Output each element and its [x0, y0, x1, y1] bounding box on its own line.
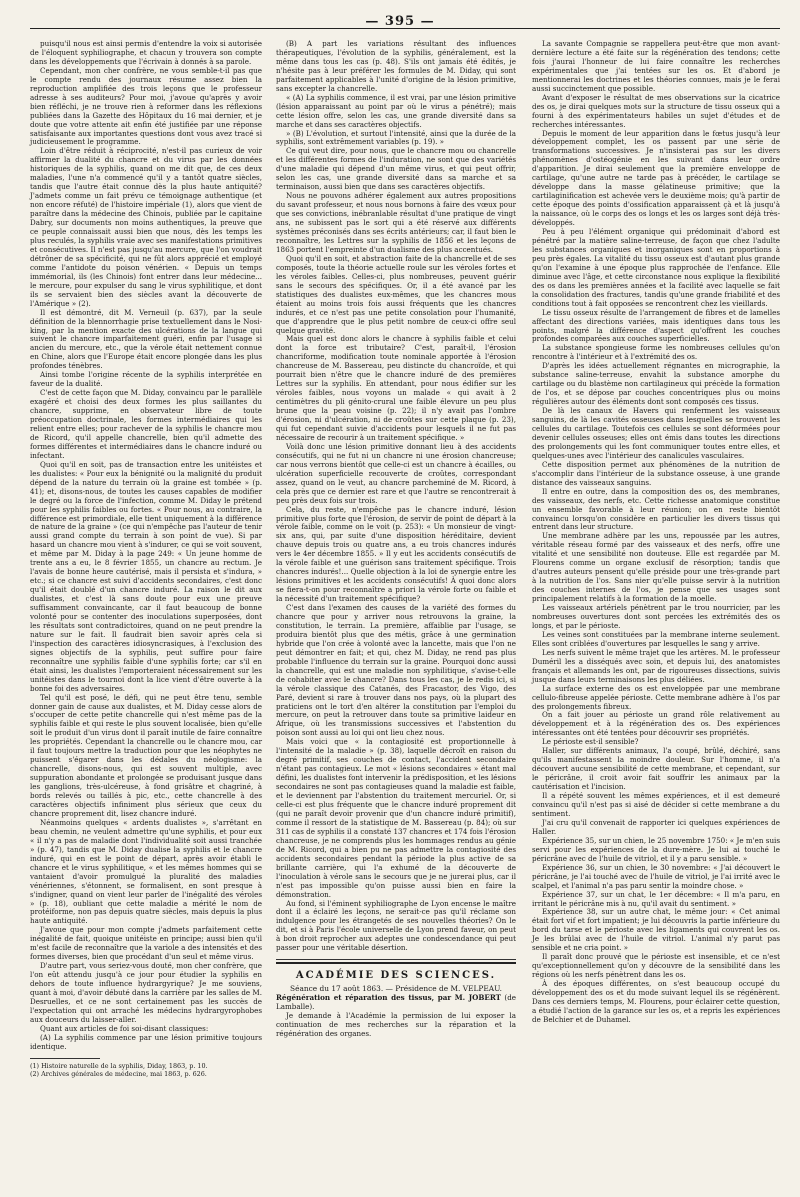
rubric-heading	[276, 994, 516, 1012]
paragraph: Quant aux articles de foi soi-disant classiques:	[40, 1023, 209, 1033]
paragraph: Les veines sont constituées par la membrane interne seulement. Elles sont criblées d'ouvertures par lesquelles le sang y arrive.	[532, 629, 780, 648]
paragraph: (A) La syphilis commence par une lésion primitive toujours identique.	[30, 1032, 262, 1051]
paragraph: Expérience 36, sur un chien, le 30 novembre: « J'ai découvert le péricrâne, je l'ai touché avec de l'huile de vitriol, je l'ai irrité avec le scalpel, et l'animal n'a pas paru sentir la moindre chose. »	[532, 862, 780, 890]
section-rule-bottom	[276, 962, 516, 964]
paragraph: Expérience 37, sur un chat, le 1er décembre: « Il m'a paru, en irritant le péricrâne mis à nu, qu'il avait du sentiment. »	[532, 889, 780, 908]
paragraph: Cela, du reste, n'empêche pas le chancre induré, lésion primitive plus forte que l'érosion, de servir de point de départ à la vérole faible, comme on le voit (p. 253): « Un monsieur de vingt-six ans, qui, par suite d'une disposition héréditaire, devient chauve depuis trois ou quatre ans, a eu trois chancres indurés vers le 4er décembre 1855. » Il y eut les accidents consécutifs de la vérole faible et une guérison sans traitement spécifique. Trois chancres indurés!... Quelle objection à la loi de synergie entre les lésions primitives et les accidents consécutifs! À quoi donc alors se fiera-t-on pour reconnaître a priori la vérole forte ou faible et la nécessité d'un traitement spécifique?	[276, 504, 516, 604]
paragraph: » (B) L'évolution, et surtout l'intensité, ainsi que la durée de la syphilis, sont extrêmement variables (p. 19). »	[276, 128, 516, 147]
column-2	[276, 40, 516, 1039]
paragraph: Au fond, si l'éminent syphiliographe de Lyon encense le maître dont il a éclairé les leçons, ne serait-ce pas qu'il réclame son indulgence pour les étrangetés de ses nouvelles théories? On le dit, et si à Paris l'école universelle de Lyon prend faveur, on peut à bon droit reprocher aux adeptes une condescendance qui peut passer pour une véritable désertion.	[276, 898, 516, 953]
paragraph: Haller, sur différents animaux, l'a coupé, brûlé, déchiré, sans qu'ils manifestassent la moindre douleur. Sur l'homme, il n'a découvert aucune sensibilité de cette membrane, et cependant, sur le péricrâne, il croit avoir fait souffrir les animaux par la cautérisation et l'incision.	[532, 746, 780, 792]
page-number: — 395 —	[0, 14, 800, 29]
paragraph: Cette disposition permet aux phénomènes de la nutrition de s'accomplir dans l'intérieur de la substance osseuse, à une grande distance des vaisseaux sanguins.	[532, 459, 780, 487]
paragraph: Une membrane adhère par les uns, repoussée par les autres, véritable réseau formé par des vaisseaux et des nerfs, offre une vitalité et une sensibilité non douteuse. Elle est regardée par M. Flourens comme un organe exclusif de résorption; tandis que d'autres auteurs pensent qu'elle préside pour une très-grande part à la nutrition de l'os. Sans nier qu'elle puisse servir à la nutrition des couches internes de l'os, je pense que ses usages sont principalement relatifs à la formation de la moelle.	[532, 531, 780, 604]
paragraph: Quoi qu'il en soit, pas de transaction entre les unitéistes et les dualistes: « Pour eux la bénignité ou la malignité du produit dépend de la nature du terrain où la graine est tombée » (p. 41); et, disons-nous, de toutes les causes capables de modifier le degré ou la force de l'infection, comme M. Diday le prétend pour les syphilis faibles ou fortes. « Pour nous, au contraire, la différence est primordiale, elle tient uniquement à la différence de nature de la graine » (ce qui n'empêche pas l'auteur de tenir aussi grand compte du terrain à son point de vue). Si par hasard un chancre mou vient à s'indurer, ce qui se voit souvent, et même par M. Diday à la page 249: « Un jeune homme de trente ans a eu, le 8 février 1855, un chancre au rectum. Je l'avais de bonne heure cautérisé, mais il persista et s'indura, » etc.; si ce chancre est suivi d'accidents secondaires, c'est donc qu'il était doublé d'un chancre induré. La raison le dit aux dualistes, et c'est là sans doute pour eux une preuve suffisamment convaincante, car il faut beaucoup de bonne volonté pour se contenter des inoculations superposées, dont les résultats sont contradictoires, quand on ne peut prendre la nature sur le fait. Il faudrait bien savoir après cela si l'inspection des caractères idiosyncrasiques, à l'exclusion des signes objectifs de la syphilis, peut suffire pour faire reconnaître une syphilis faible d'une syphilis forte; car s'il en était ainsi, les dualistes l'emporteraient nécessairement sur les unitéistes dans le tournoi dont la lice vient d'être ouverte à la bonne foi des adversaires.	[30, 459, 262, 693]
paragraph: C'est de cette façon que M. Diday, convaincu par le parallèle exagéré et choisi des deux formes les plus saillantes du chancre, supprime, en observateur libre de toute préoccupation doctrinale, les formes intermédiaires qui les relient entre elles; pour rachever de la syphilis le chancre mou de Ricord, qu'il appelle chancrelle, bien qu'il admette des formes différentes et intermédiaires dans le chancre induré ou infectant.	[30, 388, 262, 460]
paragraph: Voilà donc une lésion primitive donnant lieu à des accidents consécutifs, qui ne fut ni un chancre ni une érosion chancreuse; car nous verrons bientôt que celle-ci est un chancre à écailles, ou ulcération superficielle recouverte de croûtes, correspondant assez, quand on le veut, au chancre parcheminé de M. Ricord, à cela près que ce dernier est rare et que l'autre se rencontrerait à peu près deux fois sur trois.	[276, 441, 516, 505]
paragraph: Il entre en outre, dans la composition des os, des membranes, des vaisseaux, des nerfs, etc. Cette richesse anatomique constitue un ensemble favorable à leur réunion; on en reste bientôt convaincu lorsqu'on considère en particulier les divers tissus qui entrent dans leur structure.	[532, 486, 780, 532]
seance-line: Séance du 17 août 1863. — Présidence de M. VELPEAU.	[290, 984, 502, 994]
paragraph: Ce qui veut dire, pour nous, que le chancre mou ou chancrelle et les différentes formes de l'induration, ne sont que des variétés d'une maladie qui dépend d'un même virus, et qui peut offrir, selon les cas, une grande diversité dans sa marche et sa terminaison, aussi bien que dans ses caractères objectifs.	[276, 146, 516, 192]
paragraph: Loin d'être réduit à réciprocité, n'est-il pas curieux de voir affirmer la dualité du chancre et du virus par les données historiques de la syphilis, quand on me dit que, de ces deux maladies, l'une n'a commencé qu'il y a tantôt quatre siècles, tandis que l'autre était connue dès la plus haute antiquité? J'admets comme un fait prévu ce témoignage authentique (et non encore réfuté) de l'histoire impériale (1), alors que vient de paraître dans la médecine des Chinois, publiée par le capitaine Dabry, sur documents non moins authentiques, la preuve que ce peuple connaissait aussi bien que nous, dès les temps les plus reculés, la syphilis vraie avec ses manifestations primitives et consécutives. Il n'est pas jusqu'au mercure, que l'on voudrait détrôner de sa spécificité, qui ne fût alors apprécié et employé comme l'antidote du poison vénérien. « Depuis un temps immémorial, ils (les Chinois) font entrer dans leur médecine... le mercure, pour expulser du sang le virus syphilitique, et dont ils se servaient bien des siècles avant la découverte de l'Amérique » (2).	[30, 146, 262, 308]
section-title: ACADÉMIE DES SCIENCES.	[295, 970, 497, 982]
paragraph: Les nerfs suivent le même trajet que les artères. M. le professeur Duméril les a disséqués avec soin, et depuis lui, des anatomistes français et allemands les ont, par de rigoureuses dissections, suivis jusque dans leurs terminaisons les plus déliées.	[532, 647, 780, 684]
paragraph: Quoi qu'il en soit, et abstraction faite de la chancrelle et de ses composés, toute la théorie actuelle roule sur les véroles fortes et les véroles faibles. Celles-ci, plus nombreuses, peuvent guérir sans le secours des spécifiques. Or, il a été avancé par les statistiques des dualistes eux-mêmes, que les chancres mous étaient au moins trois fois aussi fréquents que les chancres indurés, et ce n'est pas une petite consolation pour l'humanité, que d'apprendre que le plus petit nombre de ceux-ci offre seul quelque gravité.	[276, 253, 516, 335]
paragraph: Depuis le moment de leur apparition dans le fœtus jusqu'à leur développement complet, les os passent par une série de transformations successives. Je n'insisterai pas sur les divers phénomènes d'ostéogénie en les suivant dans leur ordre d'apparition. Je dirai seulement que la première enveloppe de cartilage, qu'une autre ne tarde pas à précéder, le cartilage se développe dans la masse gélatineuse primitive; que la cartilaginification est achevée vers le deuxième mois; qu'à partir de cette époque des points d'ossification apparaissent çà et là jusqu'à la naissance, où le corps des os longs et les os larges sont déjà très-développés.	[532, 128, 780, 228]
paragraph: Expérience 35, sur un chien, le 25 novembre 1750: « Je m'en suis servi pour les expériences de la dure-mère. Je lui ai touché le péricrâne avec de l'huile de vitriol, et il y a paru sensible. »	[532, 835, 780, 863]
paragraph: C'est dans l'examen des causes de la variété des formes du chancre que pour y arriver nous retrouvons la graine, la constitution, le terrain. La première, affaiblie par l'usage, se produira bientôt plus que des métis, grâce à une germination hybride que l'on crée à volonté avec la lancette, mais que l'on ne peut démontrer en fait; et qui, chez M. Diday, ne rend pas plus probable l'influence du terrain sur la graine. Pourquoi donc aussi la chancrelle, qui est une maladie non syphilitique, s'avise-t-elle de cohabiter avec le chancre? Dans tous les cas, je le redis ici, si la vérole classique des Catanés, des Fracastor, des Vigo, des Paré, devient si rare à trouver dans nos pays, où la plupart des praticiens ont le tort d'en altérer la constitution par l'emploi du mercure, on peut la retrouver dans toute sa primitive laideur en Afrique, où les transmissions successives et l'abstention du poison sont aussi au loi qui ont lieu chez nous.	[276, 603, 516, 738]
paragraph: Il paraît donc prouvé que le périoste est insensible, et ce n'est qu'exceptionnellement qu'on y découvre de la sensibilité dans les régions où les nerfs pénètrent dans les os.	[532, 952, 780, 980]
header-rule	[30, 28, 780, 29]
paragraph: J'ai cru qu'il convenait de rapporter ici quelques expériences de Haller.	[532, 817, 780, 836]
footnote: (1) Histoire naturelle de la syphilis, Diday, 1863, p. 10.	[30, 1061, 208, 1070]
paragraph: Les vaisseaux artériels pénètrent par le trou nourricier, par les nombreuses ouvertures dont sont percées les extrémités des os longs, et par le périoste.	[532, 603, 780, 630]
paragraph: (B) A part les variations résultant des influences thérapeutiques, l'évolution de la syphilis, généralement, est la même dans tous les cas (p. 48). S'ils ont jamais été édités, je n'hésite pas à leur préférer les formules de M. Diday, qui sont parfaitement applicables à l'unité d'origine de la lésion primitive, sans excepter la chancrelle.	[276, 39, 516, 93]
column-3-text	[532, 40, 780, 1025]
paragraph: Il est démontré, dit M. Verneuil (p. 637), par la seule définition de la blennorrhagie prise textuellement dans le Nosi-king, par la mention exacte des ulcérations de la langue qui suivent le chancre imparfaitement guéri, enfin par l'usage si ancien du mercure, etc., que la vérole était nettement connue en Chine, alors que l'Europe était encore plongée dans les plus profondes ténèbres.	[30, 307, 262, 371]
paragraph: Expérience 38, sur un autre chat, le même jour: « Cet animal était fort vif et fort impatient; je lui découvris la partie inférieure du bord du tarse et le périoste avec les ligaments qui couvrent les os. Je les brûlai avec de l'huile de vitriol. L'animal n'y parut pas sensible et ne cria point. »	[532, 907, 780, 953]
column-1	[30, 40, 262, 1078]
paragraph: D'après les idées actuellement régnantes en micrographie, la substance saline-terreuse, envahit la substance amorphe du cartilage ou du blastème non cartilagineux qui précède la formation de l'os, et se dépose par couches concentriques plus ou moins régulières autour des éléments dont sont composés ces tissus.	[532, 361, 780, 407]
paragraph: Avant d'exposer le résultat de mes observations sur la cicatrice des os, je dirai quelques mots sur la structure de tissu osseux qui a fourni à des expérimentateurs habiles un sujet d'études et de recherches intéressantes.	[532, 92, 780, 129]
paragraph: Cependant, mon cher confrère, ne vous semble-t-il pas que le compte rendu des journaux résume assez bien la reproduction amplifiée des trois leçons que le professeur adresse à ses auditeurs? Pour moi, j'avoue qu'après y avoir bien réfléchi, je ne trouve rien à reformer dans les réflexions publiées dans la Gazette des Hôpitaux du 16 mai dernier, et je doute que votre attente ait enfin été justifiée par une réponse satisfaisante aux importantes questions dont vous avez tracé si judicieusement le programme.	[30, 65, 262, 147]
paragraph: De là les canaux de Havers qui renferment les vaisseaux sanguins, de là les cavités osseuses dans lesquelles se trouvent les cellules du cartilage. Toutefois ces cellules se sont déformées pour devenir cellules osseuses; elles ont émis dans toutes les directions des prolongements qui les font communiquer toutes entre elles, et quelques-unes avec l'intérieur des canalicules vasculaires.	[532, 406, 780, 460]
paragraph: Tel qu'il est posé, le défi, qui ne peut être tenu, semble donner gain de cause aux dualistes, et M. Diday cesse alors de s'occuper de cette petite chancrelle qui n'est même pas de la syphilis faible et qui reste le plus souvent localisée, bien qu'elle soit le produit d'un virus dont il paraît inutile de faire connaître les propriétés. Cependant la chancrelle ou le chancre mou, car il faut toujours mettre la traduction pour que les néophytes ne puissent s'égarer dans les dédales du néologisme: la chancrelle, disons-nous, qui est souvent multiple, avec suppuration abondante et prolongée se produisant jusque dans les ganglions, très-ulcéreuse, à fond grisâtre et chagriné, à bords relevés ou taillés à pic, etc., cette chancrelle à des caractères objectifs infiniment plus sérieux que ceux du chancre proprement dit, lisez chancre induré.	[30, 692, 262, 818]
paragraph: À des époques différentes, on s'est beaucoup occupé du développement des os et du mode suivant lequel ils se régénèrent. Dans ces derniers temps, M. Flourens, pour éclairer cette question, a étudié l'action de la garance sur les os, et a repris les expériences de Belchier et de Duhamel.	[532, 979, 780, 1024]
section-rule-top	[276, 959, 516, 960]
footnotes	[30, 1062, 262, 1078]
paragraph: J'avoue que pour mon compte j'admets parfaitement cette inégalité de fait, quoique unitéiste en principe; aussi bien qu'il m'est facile de reconnaître que la variole a des intensités et des formes diverses, bien que procédant d'un seul et même virus.	[30, 925, 262, 962]
paragraph: « (A) La syphilis commence, il est vrai, par une lésion primitive (lésion apparaissant au point par où le virus a pénétré); mais cette lésion offre, selon les cas, une grande diversité dans sa marche et dans ses caractères objectifs.	[276, 92, 516, 129]
paragraph: puisqu'il nous est ainsi permis d'entendre la voix si autorisée de l'éloquent syphiliographe, et chacun y trouvera son compte dans les développements que l'écrivain à donnés à sa parole.	[30, 39, 262, 66]
paragraph: La substance spongieuse forme les nombreuses cellules qu'on rencontre à l'intérieur et à l'extrémité des os.	[532, 343, 780, 362]
paragraph: La savante Compagnie se rappellera peut-être que mon avant-dernière lecture a été faite sur la régénération des tendons; cette fois j'aurai l'honneur de lui faire connaître les recherches expérimentales que j'ai tentées sur les os. Et d'abord je mentionnerai les doctrines et les théories connues, mais je le ferai aussi succinctement que possible.	[532, 39, 780, 93]
paragraph: Le périoste est-il sensible?	[542, 737, 639, 747]
column-1-text	[30, 40, 262, 1052]
paragraph: D'autre part, vous seriez-vous douté, mon cher confrère, que l'on eût attendu jusqu'à ce jour pour étudier la syphilis en dehors de toute influence hydrargyrique? Je me souviens, quant à moi, d'avoir débuté dans la carrière par les salles de M. Desruelles, et ce ne sont certainement pas les succès de l'expectation qui ont arraché les médecins hydrargyrophobes aux douceurs du laisser-aller.	[30, 961, 262, 1024]
column-2-text	[276, 40, 516, 953]
paragraph: La surface externe des os est enveloppée par une membrane cellulo-fibreuse appelée périoste. Cette membrane adhère à l'os par des prolongements fibreux.	[532, 683, 780, 711]
footnote-rule	[30, 1058, 100, 1059]
paragraph: Néanmoins quelques « ardents dualistes », s'arrêtant en beau chemin, ne veulent admettre qu'une syphilis, et pour eux « il n'y a pas de maladie dont l'individualité soit aussi tranchée » (p. 47), tandis que M. Diday dualise la syphilis et le chancre induré, qui en est le point de départ, après avoir établi le chancre et le virus syphilitique, « et les mêmes hommes qui se vantaient d'avoir promulgué la pluralité des maladies vénériennes, s'étonnent, se formalisent, en sont presque à s'indigner, quand on vient leur parler de l'inégalité des véroles » (p. 18), oubliant que cette maladie a mérité le nom de protéiforme, non pas depuis quatre siècles, mais depuis la plus haute antiquité.	[30, 817, 262, 926]
paragraph: Mais voici que « la contagiosité est proportionnelle à l'intensité de la maladie » (p. 38), laquelle décroît en raison du degré primitif, ses couches de contact, l'accident secondaire n'étant pas contagieux. Le mot « lésions secondaires » étant mal défini, les dualistes font intervenir la prédisposition, et les lésions secondaires ne sont pas contagieuses quand la maladie est faible, et le deviennent par l'abstention du traitement mercuriel. Or, si celle-ci est plus fréquente que le chancre induré proprement dit (qui ne paraît devoir provenir que d'un chancre induré primitif), comme il ressort de la statistique de M. Bassereau (p. 84); où sur 311 cas de syphilis il a constaté 137 chancres et 174 fois l'érosion chancreuse, je ne comprends plus les hommages rendus au génie de M. Ricord, qui a bien pu ne pas admettre la contagiosité des accidents secondaires pendant la période la plus active de sa brillante carrière, qui l'a exhumé de la découverte de l'inoculation à vérole sans le secours que je ne jurerai plus, car il n'est pas impossible qu'on puisse aussi bien en faire la démonstration.	[276, 737, 516, 899]
rubric-rest: (de Lamballe).	[276, 993, 516, 1012]
footnote: (2) Archives générales de médecine, mai 1863, p. 626.	[30, 1069, 207, 1078]
paragraph: Nous ne pouvons adhérer également aux autres propositions du savant professeur, et nous nous bornons à faire des vœux pour que ses convictions, inébranlable résultat d'une pratique de vingt ans, ne subissent pas le sort qui a été réservé aux différents systèmes préconisés dans ses écrits antérieurs; car, il faut bien le reconnaître, les Lettres sur la syphilis de 1856 et les leçons de 1863 portent l'empreinte d'un dualisme des plus accentués.	[276, 191, 516, 254]
rubric-bold: Régénération et réparation des tissus, par M. JOBERT	[276, 993, 501, 1003]
column-3	[532, 40, 780, 1025]
paragraph: Le tissu osseux résulte de l'arrangement de fibres et de lamelles affectant des directions variées, mais identiques dans tous les points, malgré la différence d'aspect qu'offrent les couches profondes comparées aux couches superficielles.	[532, 307, 780, 344]
paragraph: Peu à peu l'élément organique qui prédominait d'abord est pénétré par la matière saline-terreuse, de façon que chez l'adulte les substances organiques et inorganiques sont en proportions à peu près égales. La vitalité du tissu osseux est d'autant plus grande qu'on l'examine à une époque plus rapprochée de l'enfance. Elle diminue avec l'âge, et cette circonstance nous explique la flexibilité des os dans les premières années et la facilité avec laquelle se fait la consolidation des fractures, tandis qu'une grande friabilité et des conditions tout à fait opposées se rencontrent chez les vieillards.	[532, 227, 780, 308]
paragraph: Ainsi tombe l'origine récente de la syphilis interprétée en faveur de la dualité.	[30, 370, 262, 389]
paragraph: Il a répété souvent les mêmes expériences, et il est demeuré convaincu qu'il n'est pas si aisé de décider si cette membrane a du sentiment.	[532, 791, 780, 818]
section-paragraph: Je demande à l'Académie la permission de lui exposer la continuation de mes recherches sur la réparation et la régénération des organes.	[276, 1011, 516, 1038]
paragraph: Mais quel est donc alors le chancre à syphilis faible et celui dont la force est tributaire? C'est, paraît-il, l'érosion chancriforme, modification toute nominale apportée à l'érosion chancreuse de M. Bassereau, peu distincte du chancroïde, et qui pourrait bien n'être que le chancre induré de des premières Lettres sur la syphilis. En attendant, pour nous édifier sur les véroles faibles, nous voyons un malade « qui avait à 2 centimètres du pli génito-crural une faible élevure un peu plus brune que la peau voisine (p. 22); il n'y avait pas l'ombre d'érosion, ni d'ulcération, ni de croûtes sur cette plaque (p. 23), qui fut cependant suivie d'accidents pour lesquels il ne fut pas nécessaire de recourir à un traitement spécifique. »	[276, 334, 516, 442]
paragraph: On a fait jouer au périoste un grand rôle relativement au développement et à la régénération des os. Des expériences intéressantes ont été tentées pour découvrir ses propriétés.	[532, 710, 780, 738]
